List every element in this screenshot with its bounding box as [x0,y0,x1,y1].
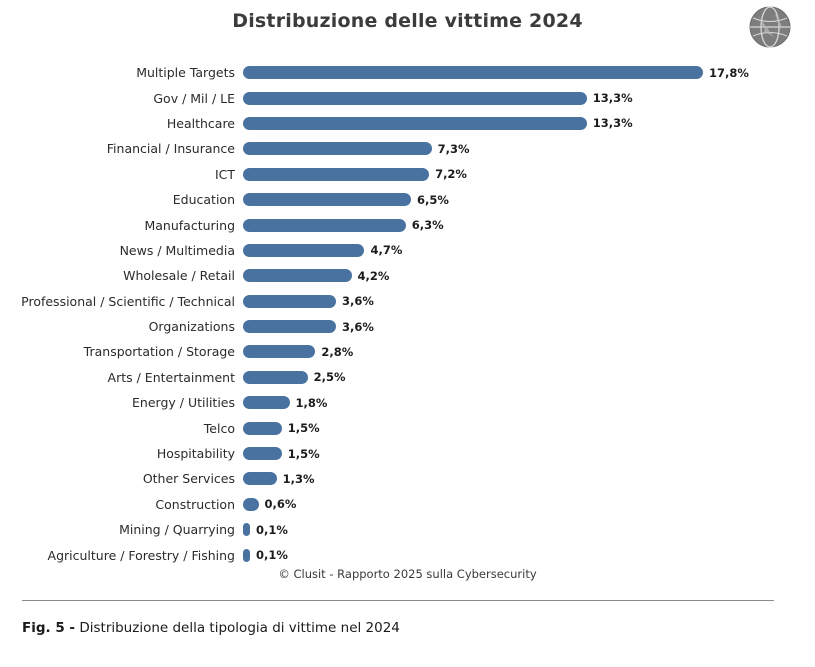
bar-value-label: 4,2% [357,268,390,283]
bar-value-label: 1,5% [287,446,320,461]
figure-caption-text: Distribuzione della tipologia di vittime nel 2024 [79,620,400,636]
bar-value-label: 13,3% [592,91,633,106]
bar-row [0,289,815,314]
bar-category-label: Professional / Scientific / Technical [21,293,235,309]
bar [243,295,336,308]
bar-row [0,314,815,339]
bar-value-label: 0,1% [256,548,288,563]
bar-row [0,162,815,187]
bar-row [0,136,815,161]
bar [243,193,411,206]
bar-value-label: 1,8% [295,395,328,410]
bar-rows [0,60,815,568]
bar-track [243,415,815,440]
bar-category-label: News / Multimedia [119,242,235,258]
bar-track [243,136,815,161]
bar [243,92,587,105]
bar-category-label: Energy / Utilities [132,395,235,411]
bar-track [243,238,815,263]
bar-track [243,162,815,187]
bar-value-label: 13,3% [592,116,633,131]
bar-track [243,111,815,136]
bar [243,320,336,333]
figure-caption [22,620,792,636]
bar [243,244,364,257]
caption-divider [22,600,774,601]
bar-row [0,212,815,237]
bar-category-label: Financial / Insurance [106,141,235,157]
bar-category-label: Education [172,192,235,208]
bar-category-label: Construction [155,496,235,512]
bar-value-label: 2,8% [321,344,354,359]
bar-row [0,238,815,263]
bar-category-label: Manufacturing [144,217,235,233]
bar [243,422,282,435]
bar-value-label: 7,3% [437,141,470,156]
bar-track [243,289,815,314]
bar-category-label: ICT [214,166,235,182]
bar-row [0,339,815,364]
bar-category-label: Arts / Entertainment [107,369,235,385]
bar-category-label: Healthcare [166,115,235,131]
bar-row [0,60,815,85]
bar-value-label: 2,5% [313,370,346,385]
bar-row [0,492,815,517]
bar-row [0,542,815,567]
bar-track [243,492,815,517]
globe-icon [749,6,791,48]
bar [243,523,250,536]
bar-category-label: Wholesale / Retail [123,268,235,284]
bar-track [243,339,815,364]
bar [243,472,277,485]
bar-category-label: Other Services [142,471,235,487]
bar [243,219,406,232]
bar-row [0,466,815,491]
bar-value-label: 17,8% [709,65,749,80]
bar-track [243,390,815,415]
bar-track [243,466,815,491]
bar-value-label: 0,6% [264,497,297,512]
bar-category-label: Hospitability [156,446,235,462]
bar-category-label: Transportation / Storage [83,344,235,360]
bar [243,269,352,282]
bar-track [243,441,815,466]
bar-category-label: Telco [203,420,235,436]
bar-row [0,187,815,212]
bar [243,66,703,79]
bar-row [0,415,815,440]
bar-track [243,85,815,110]
bar [243,549,250,562]
bar [243,142,432,155]
chart-title: Distribuzione delle vittime 2024 [232,10,583,32]
bar-value-label: 1,3% [282,471,315,486]
bar-value-label: 0,1% [256,522,288,537]
bar [243,498,259,511]
bar-row [0,441,815,466]
bar-category-label: Multiple Targets [136,65,235,81]
bar-track [243,187,815,212]
bar-track [243,542,815,567]
bar-row [0,390,815,415]
bar [243,168,429,181]
bar [243,396,290,409]
bar [243,447,282,460]
source-note: © Clusit - Rapporto 2025 sulla Cybersecurity [278,567,537,581]
bar-row [0,365,815,390]
bar [243,371,308,384]
bar-track [243,517,815,542]
bar-track [243,60,815,85]
bar-category-label: Organizations [148,319,235,335]
bar [243,117,587,130]
bar-track [243,263,815,288]
bar-track [243,212,815,237]
bar-value-label: 4,7% [370,243,403,258]
bar-value-label: 6,3% [411,218,444,233]
bar-value-label: 6,5% [416,192,449,207]
bar-row [0,111,815,136]
bar-row [0,263,815,288]
bar-value-label: 3,6% [342,294,374,309]
bar-row [0,517,815,542]
bar-category-label: Mining / Quarrying [119,522,235,538]
bar-row [0,85,815,110]
bar-track [243,365,815,390]
figure-number: Fig. 5 - [22,620,76,636]
bar-category-label: Gov / Mil / LE [153,90,235,106]
chart-plot-area [0,52,815,562]
bar [243,345,315,358]
bar-value-label: 1,5% [287,421,320,436]
bar-value-label: 7,2% [435,167,467,182]
bar-value-label: 3,6% [342,319,374,334]
bar-category-label: Agriculture / Forestry / Fishing [47,547,235,563]
bar-track [243,314,815,339]
